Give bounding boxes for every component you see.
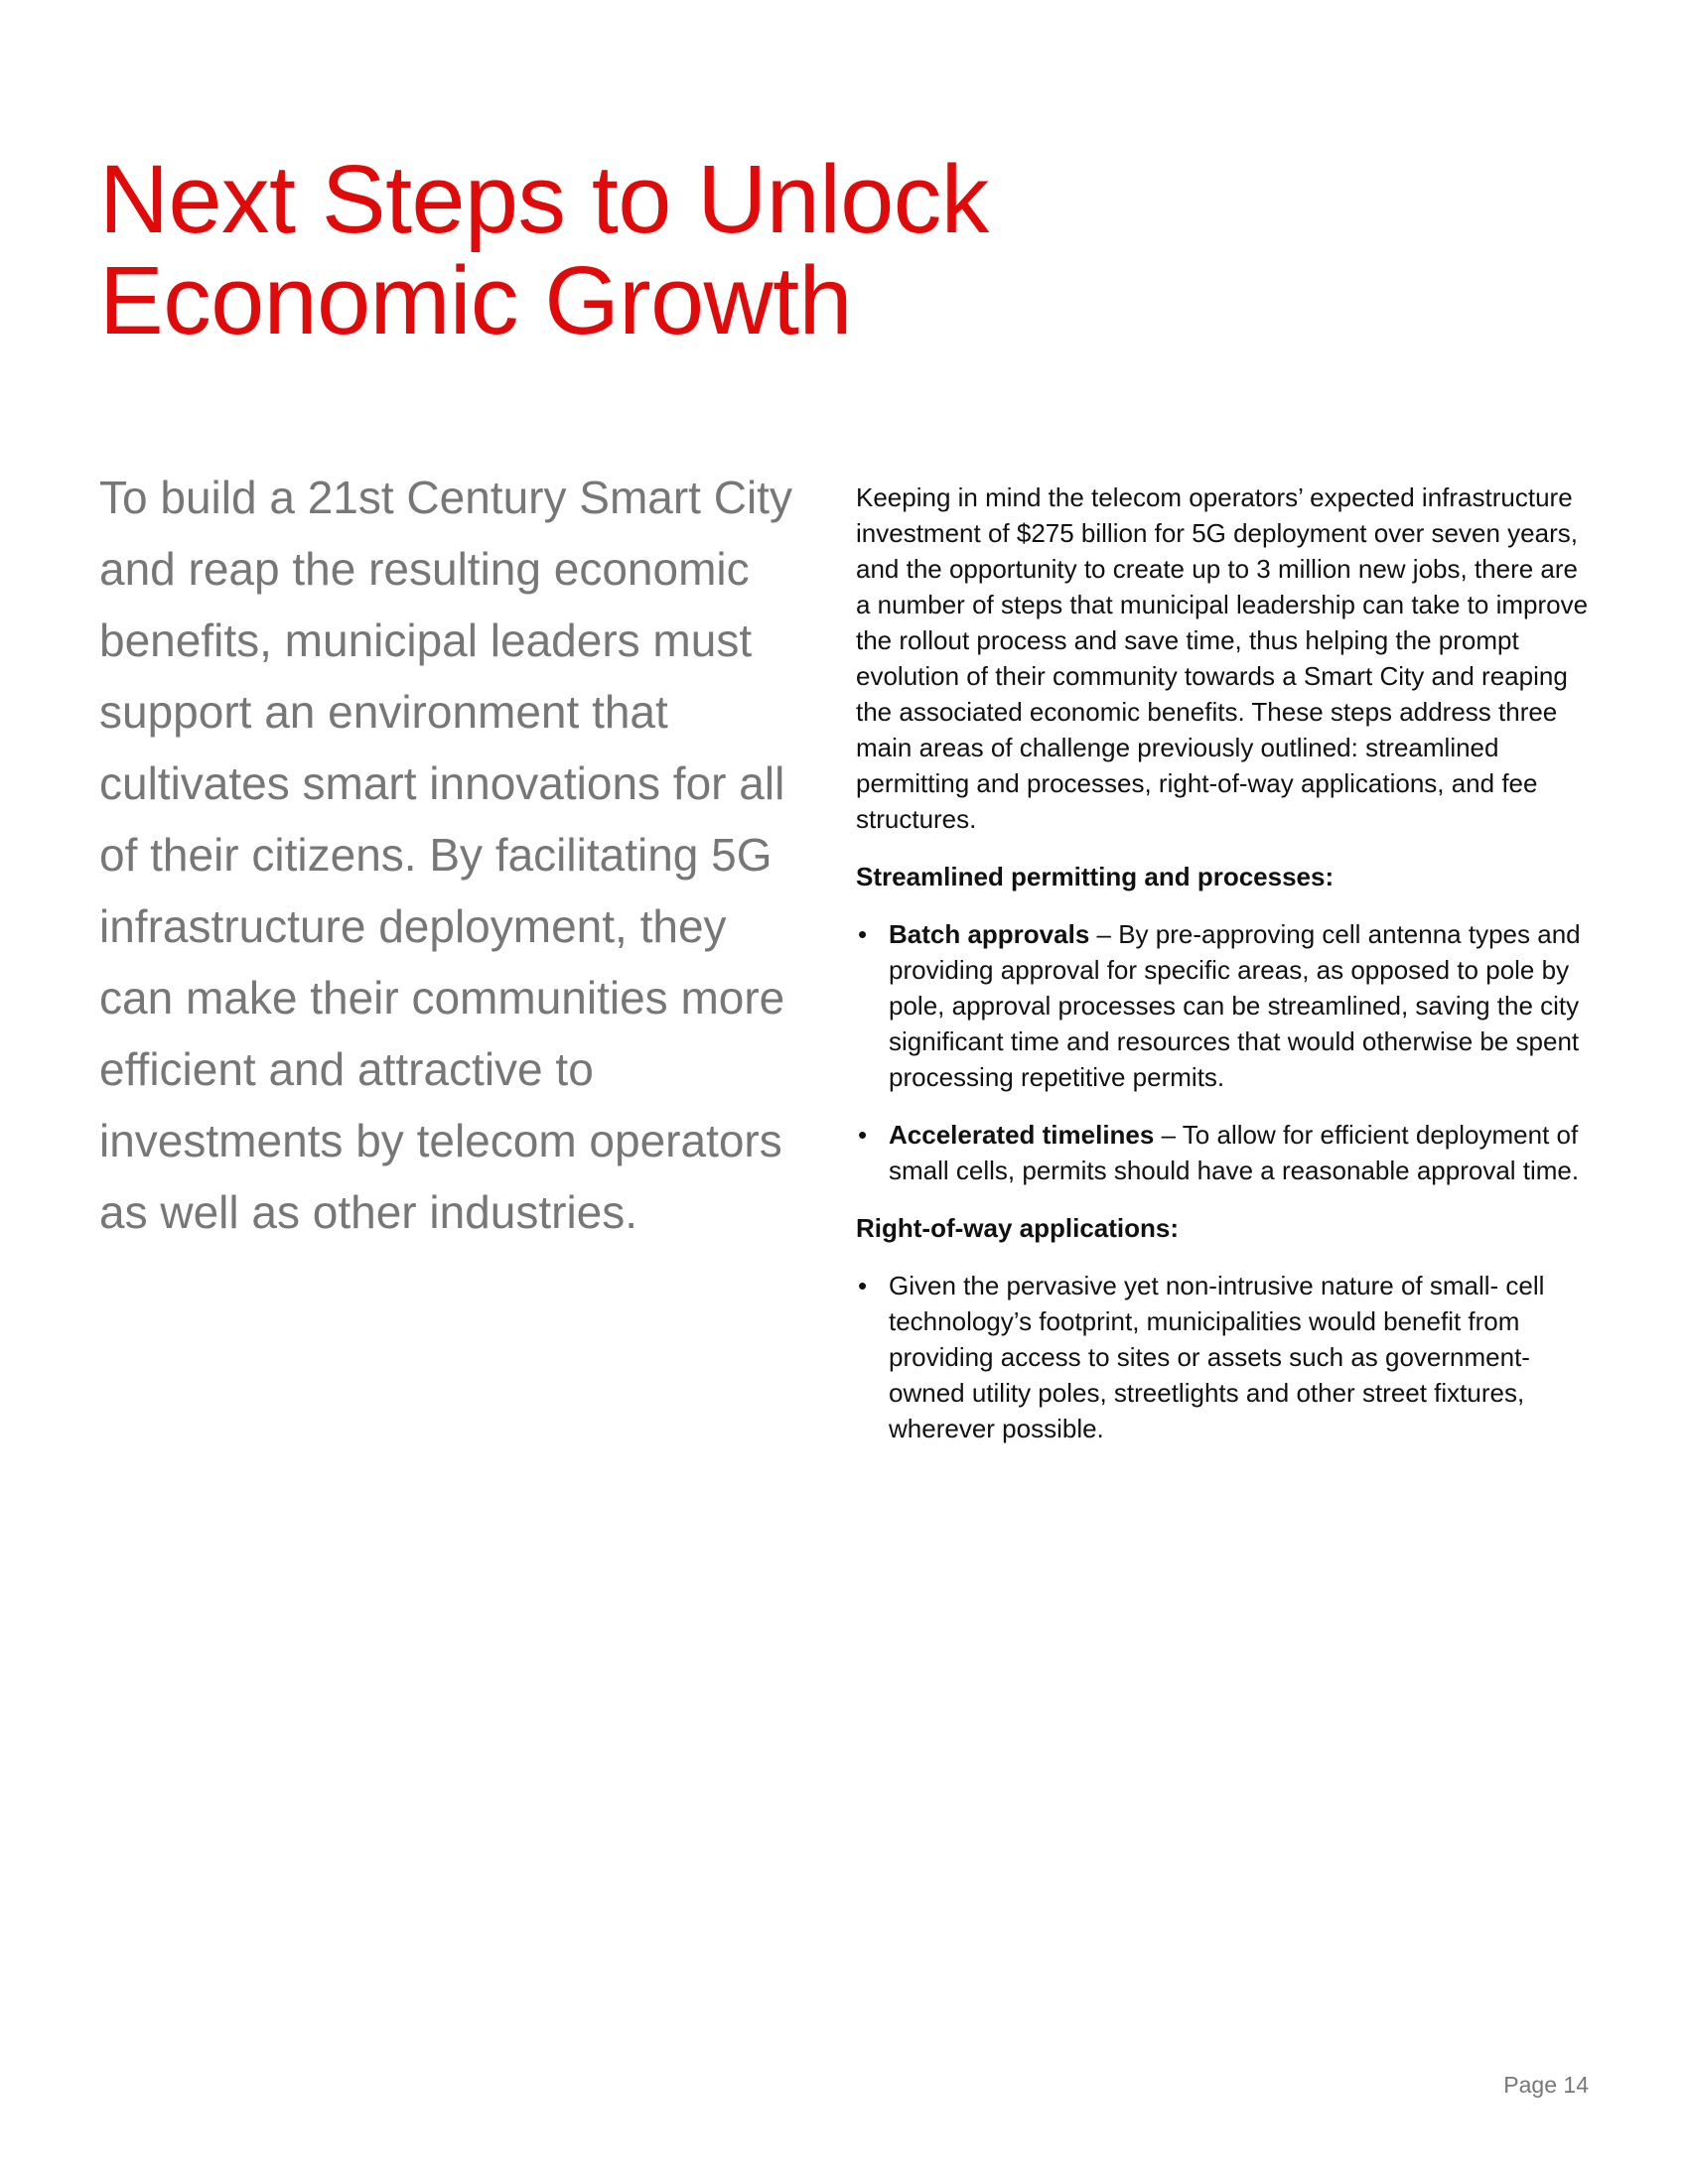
page-title-line-1: Next Steps to Unlock bbox=[99, 145, 989, 253]
list-item bbox=[856, 1117, 1591, 1188]
bullet-text: Given the pervasive yet non-intrusive nature of small- cell technology’s footprint, municipalities would benefit from providing access to sites or assets such as government-owned utility poles, streetlights and other street fixtures, wherever possible. bbox=[889, 1271, 1545, 1443]
list-item bbox=[856, 1268, 1591, 1446]
bullet-list-right-of-way bbox=[856, 1268, 1591, 1446]
bullet-term: Batch approvals bbox=[889, 919, 1090, 949]
page-number: Page 14 bbox=[1503, 2072, 1589, 2098]
body-column bbox=[856, 479, 1591, 1468]
page-title bbox=[99, 145, 1192, 354]
bullet-icon: • bbox=[858, 1120, 868, 1150]
bullet-text: – By pre-approving cell antenna types and providing approval for specific areas, as opposed to pole by pole, approval processes can be streamlined, saving the city significant time and resources that would otherwise be spent processing repetitive permits. bbox=[889, 919, 1581, 1092]
section-heading-right-of-way: Right-of-way applications: bbox=[856, 1213, 1179, 1243]
bullet-list-permitting bbox=[856, 916, 1591, 1188]
bullet-icon: • bbox=[858, 919, 868, 949]
bullet-icon: • bbox=[858, 1271, 868, 1300]
intro-paragraph: Keeping in mind the telecom operators’ expected infrastructure investment of $275 billion for 5G deployment over seven years, and the opportunity to create up to 3 million new jobs, there are a number of steps that municipal leadership can take to improve the rollout process and save time, thus helping the prompt evolution of their community towards a Smart City and reaping the associated economic benefits. These steps address three main areas of challenge previously outlined: streamlined permitting and processes, right-of-way applications, and fee structures. bbox=[856, 482, 1589, 834]
bullet-text: – To allow for efficient deployment of small cells, permits should have a reasonable approval time. bbox=[889, 1120, 1580, 1185]
page-title-line-2: Economic Growth bbox=[99, 246, 852, 354]
section-heading-permitting: Streamlined permitting and processes: bbox=[856, 862, 1335, 891]
bullet-term: Accelerated timelines bbox=[889, 1120, 1155, 1150]
list-item bbox=[856, 916, 1591, 1095]
lead-paragraph: To build a 21st Century Smart City and reap the resulting economic benefits, municipal leaders must support an environment that cultivates smart innovations for all of their citizens. By facilitating 5G infrastructure deployment, they can make their communities more efficient and attractive to investments by telecom operators as well as other industries. bbox=[99, 472, 792, 1238]
